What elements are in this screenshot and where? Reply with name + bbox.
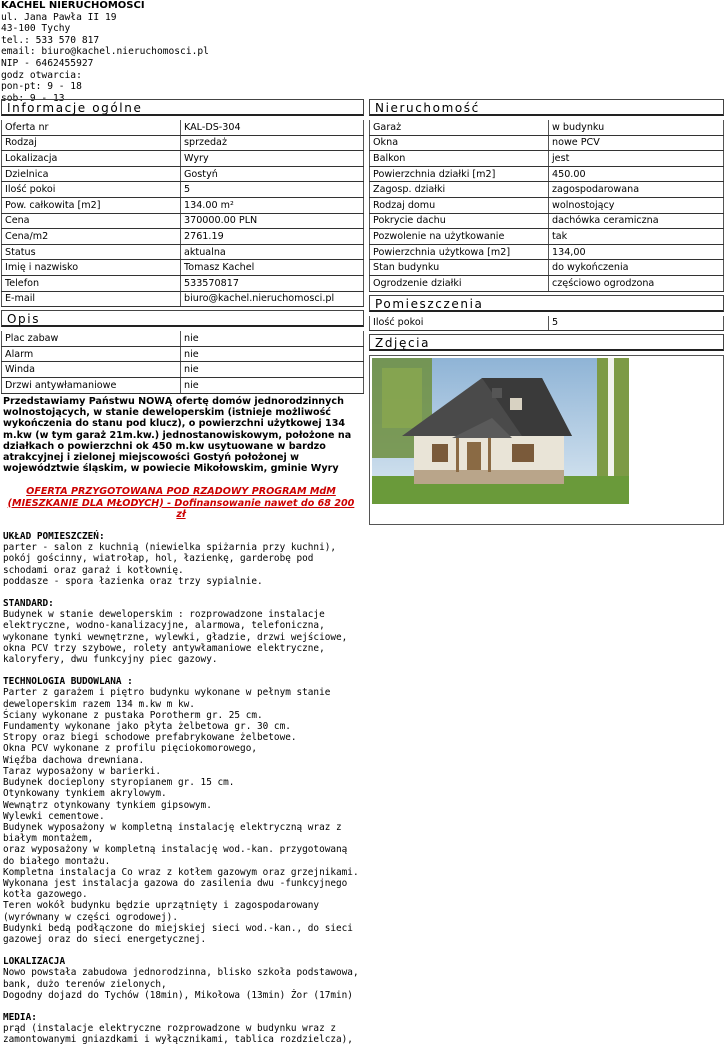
property-row-label: Balkon [370,151,549,167]
technology-line: Parter z garażem i piętro budynku wykonane w pełnym stanie deweloperskim razem 134 m.kw m kw. [3,687,331,710]
section-property-title: Nieruchomość [369,99,724,116]
property-row-value: częściowo ogrodzona [549,275,724,291]
agency-hours-weekday: pon-pt: 9 - 18 [1,81,82,93]
general-row [2,120,364,135]
property-row-value: dachówka ceramiczna [549,213,724,229]
rooms-row-label: Ilość pokoi [370,316,549,331]
general-row [2,151,364,167]
agency-name: KACHEL NIERUCHOMOŚCI [1,0,145,11]
general-row [2,260,364,276]
feature-row-label: Plac zabaw [2,331,181,346]
property-row-label: Powierzchnia użytkowa [m2] [370,244,549,260]
media-text: prąd (instalacje elektryczne rozprowadzone w budynku wraz z zamontowanymi gniazdkami i wyłącznikami, tablica rozdzielcza), [3,1023,353,1046]
general-row [2,229,364,245]
location-line: Dogodny dojazd do Tychów (18min), Mikołowa (13min) Żor (17min) [3,989,353,1001]
agency-hours-label: godz otwarcia: [1,69,82,81]
description-lead: Przedstawiamy Państwu NOWĄ ofertę domów jednorodzinnych wolnostojących, w stanie deweloperskim (istnieje możliwość wykończenia do stanu pod klucz), o powierzchni użytkowej 134 m.kw (w tym garaż 21m.kw.) jednostanowiskowym, położone na działkach o powierzchni ok 450 m.kw usytuowane w bardzo atrakcyjnej i zielonej miejscowości Gostyń położonej w województwie śląskim, w powiecie Mikołowskim, gminie Wyry [3,396,352,475]
technology-line: Ściany wykonane z pustaka Porotherm gr. 25 cm. [3,709,263,721]
general-row-label: Cena/m2 [2,229,181,245]
technology-list [3,687,359,945]
property-row-label: Powierzchnia działki [m2] [370,166,549,182]
property-row [370,182,724,198]
general-row-value: Wyry [181,151,364,167]
standard-text: Budynek w stanie deweloperskim : rozprowadzone instalacje elektryczne, wodno-kanalizacyjne, alarmowa, telefoniczna, wykonane tynki wewnętrzne, wylewki, gładzie, drzwi wejściowe, okna PCV trzy szybowe, rolety antywłamaniowe elektryczne, kaloryfery, dwu funkcyjny piec gazowy. [3,609,348,666]
heading-media: MEDIA: [3,1011,37,1023]
promo-line-1: OFERTA PRZYGOTOWANA POD RZĄDOWY PROGRAM MdM [26,486,336,498]
agency-nip: NIP - 6462455927 [1,57,94,69]
general-row [2,166,364,182]
general-row-label: E-mail [2,291,181,307]
property-row-value: tak [549,229,724,245]
general-row-value: biuro@kachel.nieruchomosci.pl [181,291,364,307]
agency-phone: tel.: 533 570 817 [1,34,100,46]
property-row-value: wolnostojący [549,197,724,213]
feature-row-value: nie [181,377,364,393]
property-row [370,135,724,151]
technology-line: Kompletna instalacja Co wraz z kotłem gazowym oraz grzejnikami. Wykonana jest instalacja gazowa do zasilenia dwu -funkcyjnego kotła gazowego. [3,866,359,901]
property-row-label: Zagosp. działki [370,182,549,198]
general-row [2,182,364,198]
agency-email: email: biuro@kachel.nieruchomosci.pl [1,46,209,58]
agency-hours-saturday: sob: 9 - 13 [1,92,65,104]
photo-frame [369,355,724,525]
location-list [3,967,359,1001]
general-row-value: 5 [181,182,364,198]
general-row-label: Oferta nr [2,120,181,135]
left-column [1,99,364,394]
property-row-value: jest [549,151,724,167]
technology-line: Teren wokół budynku będzie uprzątnięty i zagospodarowany (wyrównany w części ogrodowej). [3,900,320,923]
technology-line: Okna PCV wykonane z profilu pięciokomorowego, [3,743,257,755]
general-row-value: Tomasz Kachel [181,260,364,276]
property-row-value: nowe PCV [549,135,724,151]
section-rooms-title: Pomieszczenia [369,295,724,312]
technology-line: Budynek wyposażony w kompletną instalację elektryczną wraz z białym montażem, [3,821,342,845]
property-row-value: w budynku [549,120,724,135]
rooms-layout-attic: poddasze - spora łazienka oraz trzy sypialnie. [3,575,263,587]
rooms-layout-ground: parter - salon z kuchnią (niewielka spiżarnia przy kuchni), pokój gościnny, wiatrołap, hol, łazienkę, garderobę pod schodami oraz garaż i kotłownię. [3,542,337,576]
property-row-label: Garaż [370,120,549,135]
feature-row [2,346,364,362]
general-row-value: 533570817 [181,275,364,291]
general-row [2,213,364,229]
feature-row-value: nie [181,362,364,378]
property-row [370,120,724,135]
general-row-label: Lokalizacja [2,151,181,167]
general-row [2,197,364,213]
property-row-label: Pozwolenie na użytkowanie [370,229,549,245]
rooms-table [369,316,724,332]
description-text [3,396,359,1046]
property-row-value: 134,00 [549,244,724,260]
feature-row-label: Alarm [2,346,181,362]
heading-location: LOKALIZACJA [3,956,66,968]
property-row [370,197,724,213]
general-row-value: 134.00 m² [181,197,364,213]
general-table [1,120,364,307]
property-row-label: Stan budynku [370,260,549,276]
property-row-value: zagospodarowana [549,182,724,198]
rooms-row-value: 5 [549,316,724,331]
feature-row-label: Winda [2,362,181,378]
property-row-value: do wykończenia [549,260,724,276]
property-row-label: Okna [370,135,549,151]
description-table [1,331,364,393]
general-row-label: Telefon [2,275,181,291]
property-row-label: Rodzaj domu [370,197,549,213]
property-row [370,213,724,229]
general-row-label: Dzielnica [2,166,181,182]
section-description-title: Opis [1,310,364,327]
feature-row [2,377,364,393]
location-line: Nowo powstała zabudowa jednorodzinna, blisko szkoła podstawowa, bank, dużo terenów zielonych, [3,967,359,990]
general-row-label: Ilość pokoi [2,182,181,198]
general-row-label: Imię i nazwisko [2,260,181,276]
heading-technology: TECHNOLOGIA BUDOWLANA : [3,676,133,688]
general-row-value: 370000.00 PLN [181,213,364,229]
right-column [369,99,724,525]
technology-line: Wewnątrz otynkowany tynkiem gipsowym. [3,799,212,811]
general-row-label: Pow. całkowita [m2] [2,197,181,213]
general-row-value: aktualna [181,244,364,260]
technology-line: Budynek docieplony styropianem gr. 15 cm. [3,777,235,789]
property-row-value: 450.00 [549,166,724,182]
general-row-value: Gostyń [181,166,364,182]
general-row [2,275,364,291]
technology-line: Taraz wyposażony w barierki. [3,765,162,777]
general-row-value: KAL-DS-304 [181,120,364,135]
property-table [369,120,724,292]
house-photo[interactable] [372,358,629,504]
property-row-label: Ogrodzenie działki [370,275,549,291]
agency-address: ul. Jana Pawła II 19 [1,11,117,23]
agency-city: 43-100 Tychy [1,23,71,35]
property-row [370,229,724,245]
property-row [370,275,724,291]
general-row [2,244,364,260]
technology-line: oraz wyposażony w kompletną instalację wod.-kan. przygotowaną do białego montażu. [3,844,348,867]
section-photos-title: Zdjęcia [369,334,724,351]
general-row [2,135,364,151]
agency-header [1,0,361,104]
rooms-row [370,316,724,331]
section-general-title: Informacje ogólne [1,99,364,116]
feature-row-value: nie [181,331,364,346]
feature-row [2,362,364,378]
property-row [370,244,724,260]
property-row-label: Pokrycie dachu [370,213,549,229]
property-row [370,166,724,182]
general-row [2,291,364,307]
general-row-value: 2761.19 [181,229,364,245]
technology-line: Fundamenty wykonane jako płyta żelbetowa gr. 30 cm. [3,721,291,733]
technology-line: Więźba dachowa drewniana. [3,754,145,766]
feature-row-value: nie [181,346,364,362]
heading-rooms-layout: UKŁAD POMIESZCZEŃ: [3,531,105,543]
feature-row [2,331,364,346]
promo-line-2: (MIESZKANIE DLA MŁODYCH) - Dofinansowanie nawet do 68 200 zł [7,497,355,520]
general-row-value: sprzedaż [181,135,364,151]
general-row-label: Cena [2,213,181,229]
technology-line: Otynkowany tynkiem akrylowym. [3,788,167,800]
technology-line: Stropy oraz biegi schodowe prefabrykowane żelbetowe. [3,732,297,744]
heading-standard: STANDARD: [3,598,54,610]
property-row [370,260,724,276]
general-row-label: Rodzaj [2,135,181,151]
technology-line: Budynki bedą podłączone do miejskiej sieci wod.-kan., do sieci gazowej oraz do sieci energetycznej. [3,922,353,945]
property-row [370,151,724,167]
feature-row-label: Drzwi antywłamaniowe [2,377,181,393]
general-row-label: Status [2,244,181,260]
technology-line: Wylewki cementowe. [3,810,105,822]
